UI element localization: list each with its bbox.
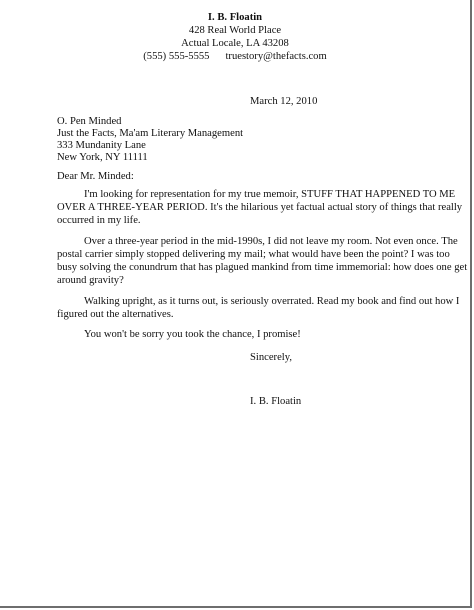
paragraph-line: busy solving the conundrum that has plagued mankind from time immemorial: how does one get [57,262,468,273]
recipient-street: 333 Mundanity Lane [57,140,146,151]
recipient-name: O. Pen Minded [57,116,122,127]
letterhead-address-line1: 428 Real World Place [188,25,282,36]
paragraph-line: I'm looking for representation for my true memoir, STUFF THAT HAPPENED TO ME [84,189,456,200]
closing: Sincerely, [250,352,292,363]
letterhead-email: truestory@thefacts.com [225,51,327,62]
signature-name: I. B. Floatin [250,396,302,407]
paragraph-line: postal carrier simply stopped delivering my mail; what would have been the point? I was too [57,249,450,260]
paragraph-line: Walking upright, as it turns out, is seriously overrated. Read my book and find out how I [84,296,460,307]
recipient-company: Just the Facts, Ma'am Literary Management [57,128,244,139]
body-paragraph-4 [57,328,437,341]
salutation: Dear Mr. Minded: [57,171,134,182]
letter-date: March 12, 2010 [250,96,318,107]
letterhead-address-line2: Actual Locale, LA 43208 [181,38,289,49]
paragraph-line: OVER A THREE-YEAR PERIOD. It's the hilarious yet factual actual story of things that really [57,202,463,213]
paragraph-line: occurred in my life. [57,215,141,226]
letterhead-phone: (555) 555-5555 [143,51,210,62]
paragraph-line: figured out the alternatives. [57,309,174,320]
paragraph-line: You won't be sorry you took the chance, I promise! [84,329,301,340]
letterhead-contact [0,51,470,63]
paragraph-line: Over a three-year period in the mid-1990s, I did not leave my room. Not even once. The [84,236,458,247]
paragraph-line: around gravity? [57,275,124,286]
letterhead-name: I. B. Floatin [207,12,263,23]
recipient-city-state-zip: New York, NY 11111 [57,152,148,163]
body-paragraph-2 [57,235,468,287]
body-paragraph-3 [57,295,460,321]
body-paragraph-1 [57,188,463,227]
